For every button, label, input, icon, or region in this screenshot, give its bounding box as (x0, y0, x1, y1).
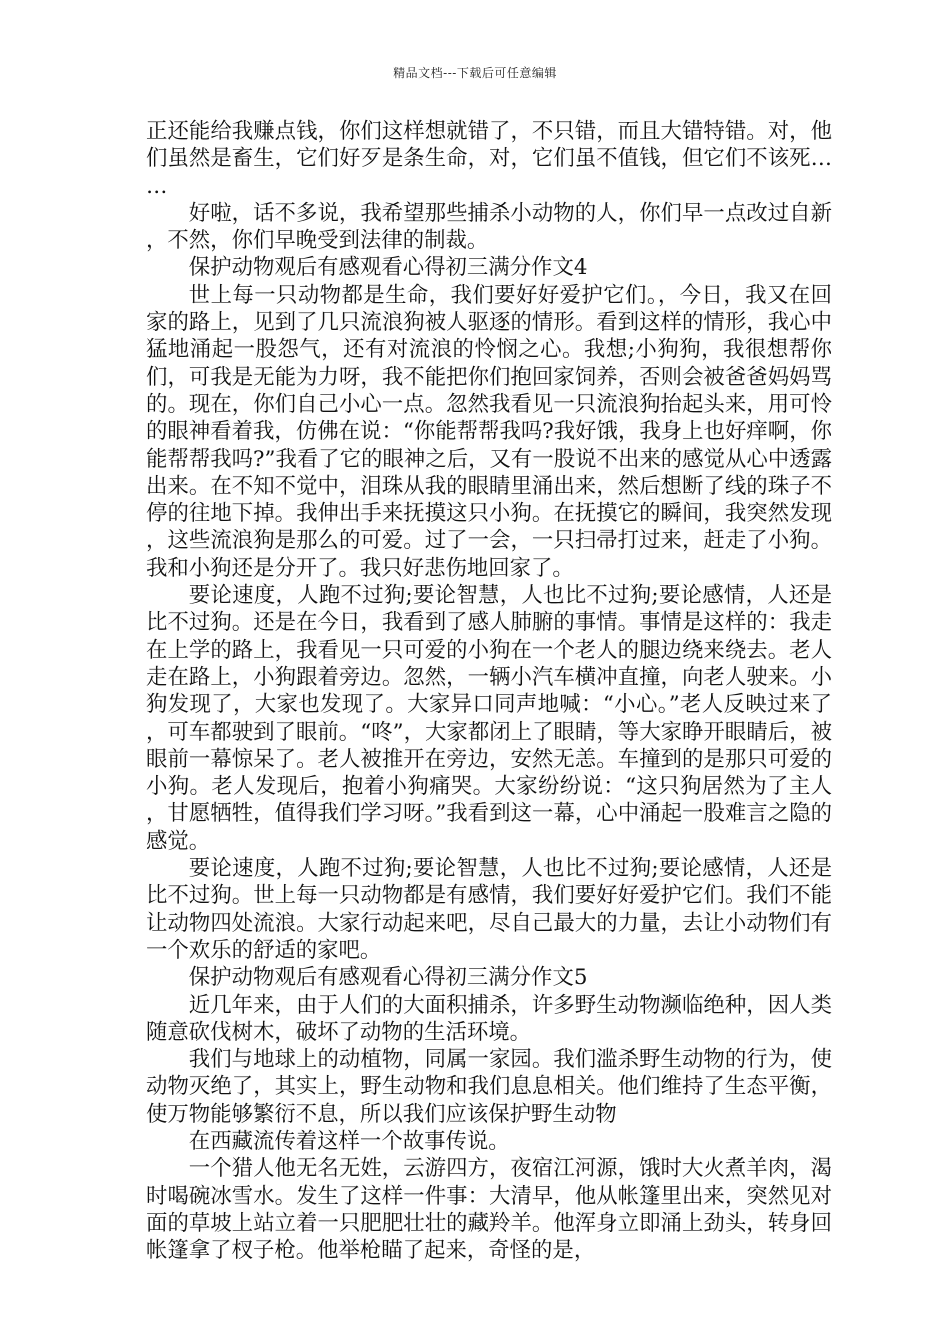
body-paragraph: 好啦，话不多说，我希望那些捕杀小动物的人，你们早一点改过自新，不然，你们早晚受到法律的制裁。 (146, 200, 832, 254)
body-paragraph: 我们与地球上的动植物，同属一家园。我们滥杀野生动物的行为，使动物灭绝了，其实上，野生动物和我们息息相关。他们维持了生态平衡，使万物能够繁衍不息，所以我们应该保护野生动物 (146, 1047, 832, 1127)
body-paragraph: 要论速度，人跑不过狗;要论智慧，人也比不过狗;要论感情，人还是比不过狗。世上每一只动物都是有感情，我们要好好爱护它们。我们不能让动物四处流浪。大家行动起来吧，尽自己最大的力量，去让小动物们有一个欢乐的舒适的家吧。 (146, 856, 832, 963)
essay-title-5: 保护动物观后有感观看心得初三满分作文5 (188, 965, 588, 991)
continuation-paragraph: 正还能给我赚点钱，你们这样想就错了，不只错，而且大错特错。对，他们虽然是畜生，它们好歹是条生命，对，它们虽不值钱，但它们不该死…… (146, 119, 832, 199)
body-paragraph: 在西藏流传着这样一个故事传说。 (188, 1128, 510, 1154)
body-paragraph: 世上每一只动物都是生命，我们要好好爱护它们。，今日，我又在回家的路上，见到了几只流浪狗被人驱逐的情形。看到这样的情形，我心中猛地涌起一股怨气，还有对流浪的怜悯之心。我想;小狗狗，我很想帮你们，可我是无能为力呀，我不能把你们抱回家饲养，否则会被爸爸妈妈骂的。现在，你们自己小心一点。忽然我看见一只流浪狗抬起头来，用可怜的眼神看着我，仿佛在说：“你能帮帮我吗?我好饿，我身上也好痒啊，你能帮帮我吗?”我看了它的眼神之后，又有一股说不出来的感觉从心中透露出来。在不知不觉中，泪珠从我的眼睛里涌出来，然后想断了线的珠子不停的往地下掉。我伸出手来抚摸这只小狗。在抚摸它的瞬间，我突然发现，这些流浪狗是那么的可爱。过了一会，一只扫帚打过来，赶走了小狗。我和小狗还是分开了。我只好悲伤地回家了。 (146, 282, 832, 581)
body-paragraph: 要论速度，人跑不过狗;要论智慧，人也比不过狗;要论感情，人还是比不过狗。还是在今日，我看到了感人肺腑的事情。事情是这样的：我走在上学的路上，我看见一只可爱的小狗在一个老人的腿边绕来绕去。老人走在路上，小狗跟着旁边。忽然，一辆小汽车横冲直撞，向老人驶来。小狗发现了，大家也发现了。大家异口同声地喊：“小心。”老人反映过来了，可车都驶到了眼前。“咚”，大家都闭上了眼睛，等大家睁开眼睛后，被眼前一幕惊呆了。老人被推开在旁边，安然无恙。车撞到的是那只可爱的小狗。老人发现后，抱着小狗痛哭。大家纷纷说：“这只狗居然为了主人，甘愿牺牲，值得我们学习呀。”我看到这一幕，心中涌起一股难言之隐的感觉。 (146, 583, 832, 854)
essay-title-4: 保护动物观后有感观看心得初三满分作文4 (188, 255, 588, 281)
body-paragraph: 近几年来，由于人们的大面积捕杀，许多野生动物濒临绝种，因人类随意砍伐树木，破坏了动物的生活环境。 (146, 992, 832, 1045)
page-header: 精品文档---下载后可任意编辑 (393, 66, 557, 80)
body-paragraph: 一个猎人他无名无姓，云游四方，夜宿江河源，饿时大火煮羊肉，渴时喝碗冰雪水。发生了这样一件事：大清早，他从帐篷里出来，突然见对面的草坡上站立着一只肥肥壮壮的藏羚羊。他浑身立即涌上劲头，转身回帐篷拿了杈子枪。他举枪瞄了起来，奇怪的是， (146, 1156, 832, 1264)
document-body (146, 118, 832, 1264)
